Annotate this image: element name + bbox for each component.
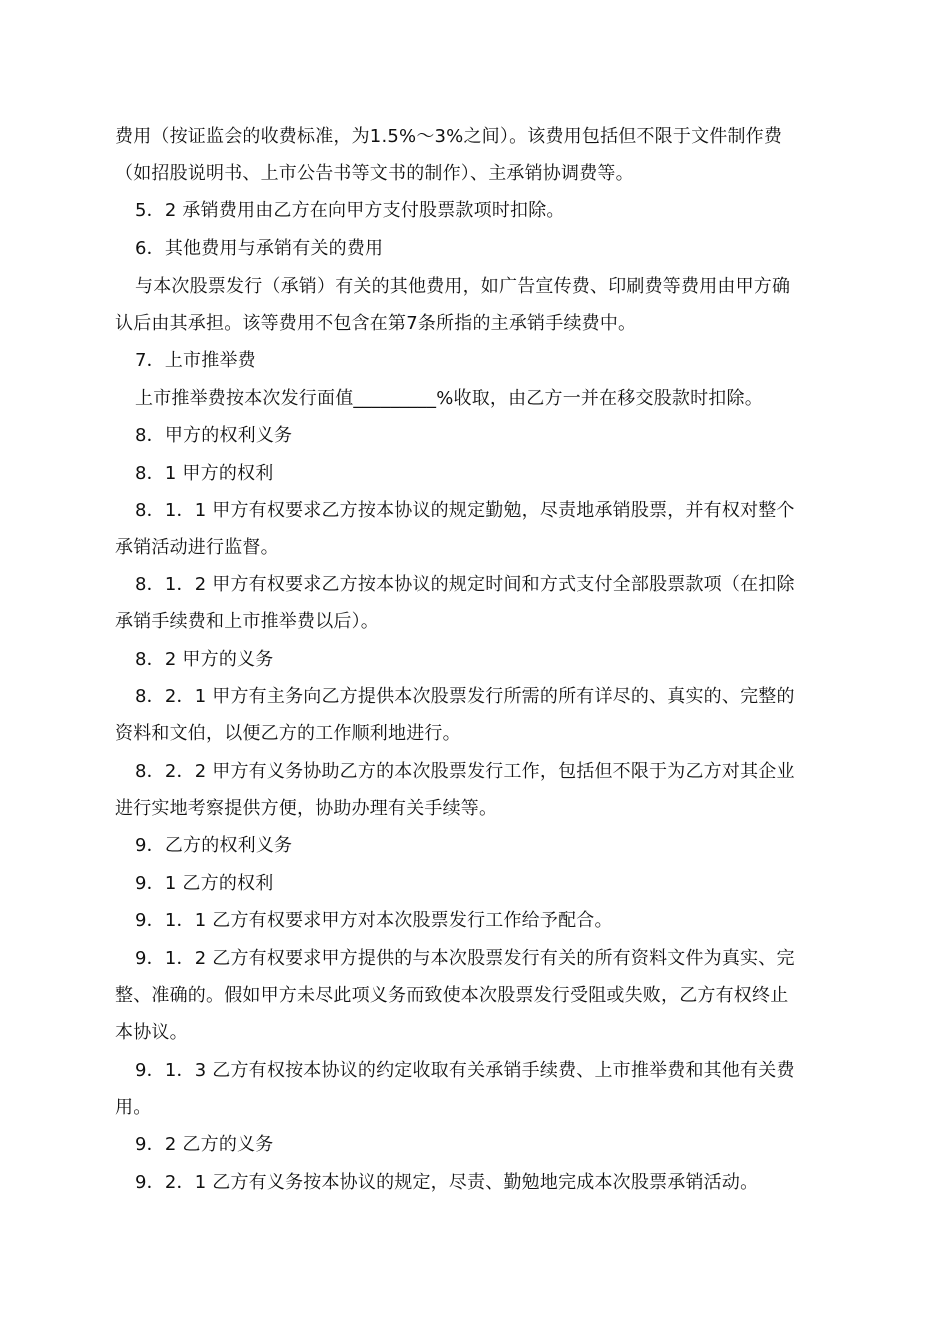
text-line: 本协议。	[115, 1022, 188, 1043]
text-line: 与本次股票发行（承销）有关的其他费用，如广告宣传费、印刷费等费用由甲方确	[135, 276, 791, 297]
text-line: 8．1．1 甲方有权要求乙方按本协议的规定勤勉，尽责地承销股票，并有权对整个	[135, 500, 795, 521]
section-heading: 6．其他费用与承销有关的费用	[135, 238, 384, 259]
text-line: 9．1．2 乙方有权要求甲方提供的与本次股票发行有关的所有资料文件为真实、完	[135, 948, 795, 969]
text-line: 认后由其承担。该等费用不包含在第7条所指的主承销手续费中。	[115, 313, 637, 334]
text-line: 9．1．3 乙方有权按本协议的约定收取有关承销手续费、上市推举费和其他有关费	[135, 1060, 795, 1081]
section-heading: 9．乙方的权利义务	[135, 835, 293, 856]
text-line: 8．1．2 甲方有权要求乙方按本协议的规定时间和方式支付全部股票款项（在扣除	[135, 574, 795, 595]
subsection-heading: 9．2 乙方的义务	[135, 1134, 274, 1155]
text-line: 5．2 承销费用由乙方在向甲方支付股票款项时扣除。	[135, 200, 565, 221]
section-heading: 8．甲方的权利义务	[135, 425, 293, 446]
text-line: 整、准确的。假如甲方未尽此项义务而致使本次股票发行受阻或失败，乙方有权终止	[115, 985, 789, 1006]
text-line: 上市推举费按本次发行面值_________%收取，由乙方一并在移交股款时扣除。	[135, 388, 763, 409]
text-line: 进行实地考察提供方便，协助办理有关手续等。	[115, 798, 498, 819]
text-line: 8．2．1 甲方有主务向乙方提供本次股票发行所需的所有详尽的、真实的、完整的	[135, 686, 795, 707]
subsection-heading: 8．2 甲方的义务	[135, 649, 274, 670]
text-line: 9．1．1 乙方有权要求甲方对本次股票发行工作给予配合。	[135, 910, 613, 931]
text-line: 用。	[115, 1097, 152, 1118]
text-line: 9．2．1 乙方有义务按本协议的规定，尽责、勤勉地完成本次股票承销活动。	[135, 1172, 759, 1193]
subsection-heading: 8．1 甲方的权利	[135, 463, 274, 484]
text-line: 承销活动进行监督。	[115, 537, 279, 558]
text-line: 资料和文伯，以便乙方的工作顺利地进行。	[115, 723, 461, 744]
text-line: 费用（按证监会的收费标准，为1.5%～3%之间）。该费用包括但不限于文件制作费	[115, 126, 783, 147]
text-line: 8．2．2 甲方有义务协助乙方的本次股票发行工作，包括但不限于为乙方对其企业	[135, 761, 795, 782]
subsection-heading: 9．1 乙方的权利	[135, 873, 274, 894]
text-line: 承销手续费和上市推举费以后）。	[115, 611, 379, 632]
text-line: （如招股说明书、上市公告书等文书的制作）、主承销协调费等。	[115, 163, 634, 184]
section-heading: 7．上市推举费	[135, 350, 256, 371]
